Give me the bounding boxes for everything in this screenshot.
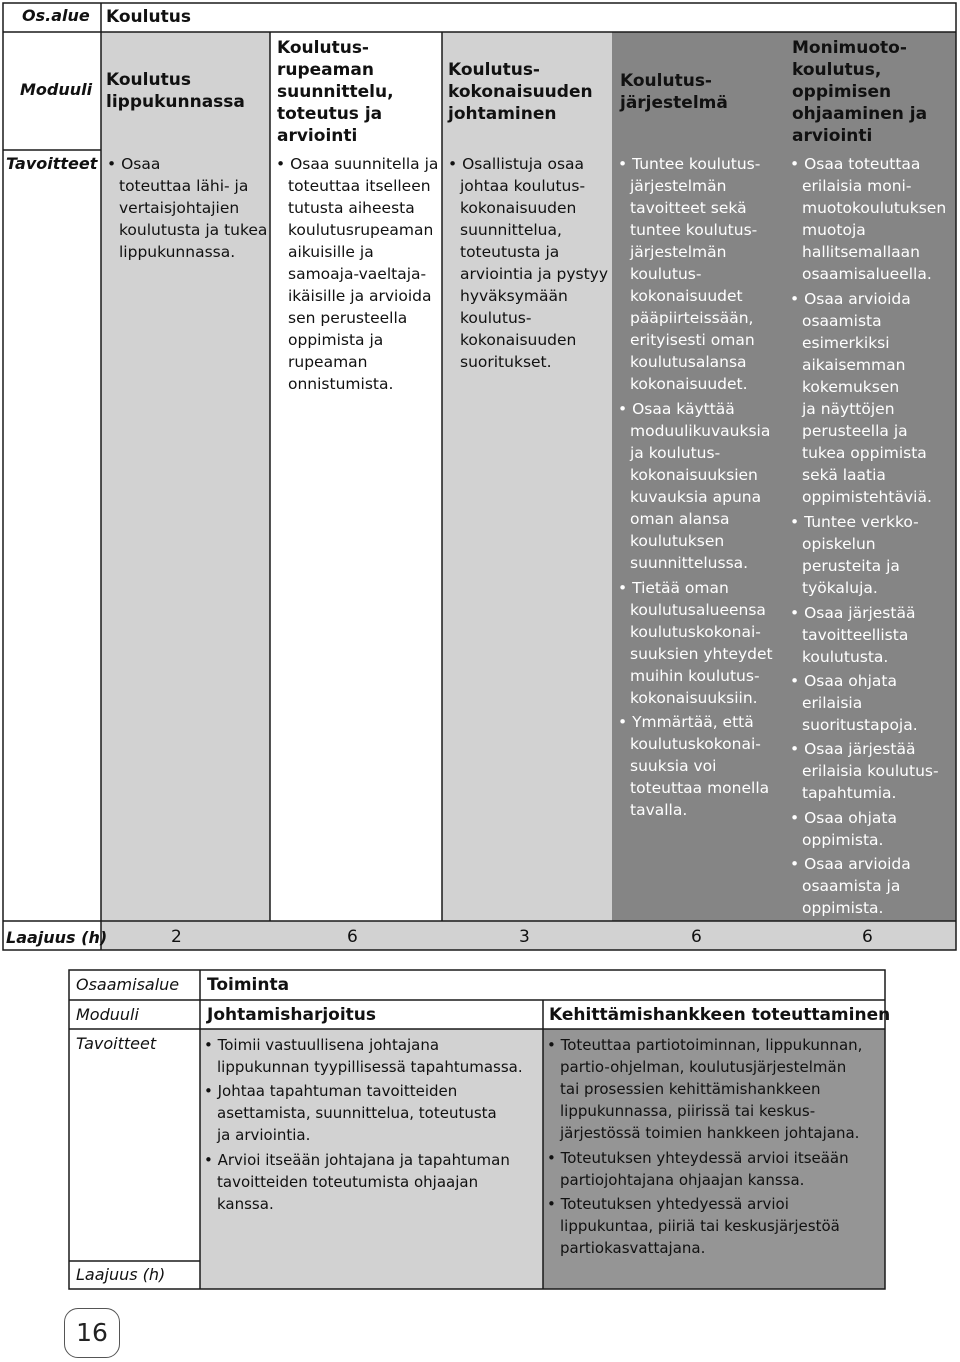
laajuus-value-5: 6 — [862, 927, 873, 947]
goal-item: • Toimii vastuullisena johtajana — [200, 1034, 542, 1057]
laajuus-value-2: 6 — [347, 927, 358, 947]
osa-alue-label: Os.alue — [22, 6, 90, 25]
page-number: 16 — [76, 1318, 108, 1347]
goals-column-5: • Osaa toteuttaa erilaisia moni- muotokoulutuksen muotoja hallitsemallaan osaamisalueella. • Osaa arvioida osaamista esimerkiksi aikaisemman kokemuksen ja näyttöjen perusteella ja tukea oppimista sekä laatia oppimistehtäviä. • Tuntee verkko- opiskelun perusteita ja työkaluja. • Osaa järjestää tavoitteellista koulutusta. • Osaa ohjata erilaisia suoritustapoja. • Osaa järjestää erilaisia koulutus- tapahtumia. • Osaa ohjata oppimista. • Osaa arvioida osaamista ja oppimista. — [784, 153, 955, 919]
goal-item: • Tuntee koulutus- — [612, 153, 783, 175]
goals-column-3: • Osallistuja osaa johtaa koulutus- kokonaisuuden suunnittelua, toteutusta ja arviointia ja pystyy hyväksymään koulutus- kokonaisuuden suoritukset. — [442, 153, 611, 383]
goal-item: • Toteutuksen yhteydessä arvioi itseään — [543, 1147, 884, 1170]
goal-item: • Osaa käyttää — [612, 398, 783, 420]
goals-column-1: • Osaa toteuttaa lähi- ja vertaisjohtajien koulutusta ja tukea lippukunnassa. — [101, 153, 269, 273]
module-title-johtamisharjoitus: Johtamisharjoitus — [207, 1005, 377, 1025]
goal-item: • Tietää oman — [612, 577, 783, 599]
goal-item: • Ymmärtää, että — [612, 711, 783, 733]
osaamisalue-label: Osaamisalue — [76, 975, 180, 994]
goal-item: • Osaa ohjata — [784, 807, 955, 829]
goal-item: • Arvioi itseään johtajana ja tapahtuman — [200, 1149, 542, 1172]
goal-item: • Osaa järjestää — [784, 602, 955, 624]
goal-item: • Osaa toteuttaa — [784, 153, 955, 175]
goals-johtamisharjoitus: • Toimii vastuullisena johtajana lippukunnan tyypillisessä tapahtumassa. • Johtaa tapahtuman tavoitteiden asettamista, suunnittelua, toteutusta ja arviointia. • Arvioi itseään johtajana ja tapahtuman tavoitteiden toteutumista ohjaajan kanssa. — [200, 1034, 542, 1224]
goal-item: • Osaa suunnitella ja — [270, 153, 441, 175]
moduuli-label: Moduuli — [20, 80, 93, 99]
module-title-kehittamishanke: Kehittämishankkeen toteuttaminen — [549, 1005, 891, 1025]
goal-item: • Osaa — [101, 153, 269, 175]
goal-item: • Osallistuja osaa — [442, 153, 611, 175]
goal-item: • Toteutuksen yhtedyessä arvioi — [543, 1193, 884, 1216]
tavoitteet-label: Tavoitteet — [6, 154, 98, 173]
goals-column-4: • Tuntee koulutus- järjestelmän tavoitteet sekä tuntee koulutus- järjestelmän koulutus- kokonaisuudet pääpiirteissään, erityisesti oman koulutusalansa kokonaisuudet. • Osaa käyttää moduulikuvauksia ja koulutus- kokonaisuuksien kuvauksia apuna oman alansa koulutuksen suunnittelussa. • Tietää oman koulutusalueensa koulutuskokonai- suuksien yhteydet muihin koulutus- kokonaisuuksiin. • Ymmärtää, että koulutuskokonai- suuksia voi toteuttaa monella tavalla. — [612, 153, 783, 833]
goals-kehittamishanke: • Toteuttaa partiotoiminnan, lippukunnan, partio-ohjelman, koulutusjärjestelmän tai prosessien kehittämishankkeen lippukunnassa, piirissä tai keskus- järjestössä toimien hankkeen johtajana. • Toteutuksen yhteydessä arvioi itseään partiojohtajana ohjaajan kanssa. • Toteutuksen yhtedyessä arvioi lippukuntaa, piiriä tai keskusjärjestöä partiokasvattajana. — [543, 1034, 884, 1264]
goal-item: • Toteuttaa partiotoiminnan, lippukunnan, — [543, 1034, 884, 1057]
laajuus-value-1: 2 — [171, 927, 182, 947]
module-title-3: Koulutus- kokonaisuuden johtaminen — [448, 60, 593, 124]
goal-item: • Tuntee verkko- — [784, 511, 955, 533]
laajuus-label-2: Laajuus (h) — [76, 1265, 166, 1284]
laajuus-label: Laajuus (h) — [6, 928, 108, 947]
module-title-1: Koulutus lippukunnassa — [106, 70, 245, 112]
goal-item: • Johtaa tapahtuman tavoitteiden — [200, 1080, 542, 1103]
page-number-badge — [64, 1308, 120, 1358]
module-title-4: Koulutus- järjestelmä — [620, 71, 728, 113]
laajuus-value-4: 6 — [691, 927, 702, 947]
goal-item: • Osaa arvioida — [784, 853, 955, 875]
osaamisalue-value-2: Toiminta — [207, 975, 290, 995]
laajuus-value-3: 3 — [519, 927, 530, 947]
goal-item: • Osaa ohjata — [784, 670, 955, 692]
moduuli-label-2: Moduuli — [76, 1005, 139, 1024]
goals-column-2: • Osaa suunnitella ja toteuttaa itselleen tutusta aiheesta koulutusrupeaman aikuisille ja samoaja-vaeltaja- ikäisille ja arvioida sen perusteella oppimista ja rupeaman onnistumista. — [270, 153, 441, 403]
module-title-5: Monimuoto- koulutus, oppimisen ohjaaminen ja arviointi — [792, 38, 928, 146]
tavoitteet-label-2: Tavoitteet — [76, 1034, 157, 1053]
osaamisalue-value: Koulutus — [106, 7, 191, 27]
goal-item: • Osaa järjestää — [784, 738, 955, 760]
goal-item: • Osaa arvioida — [784, 288, 955, 310]
module-title-2: Koulutus- rupeaman suunnittelu, toteutus ja arviointi — [277, 38, 394, 146]
